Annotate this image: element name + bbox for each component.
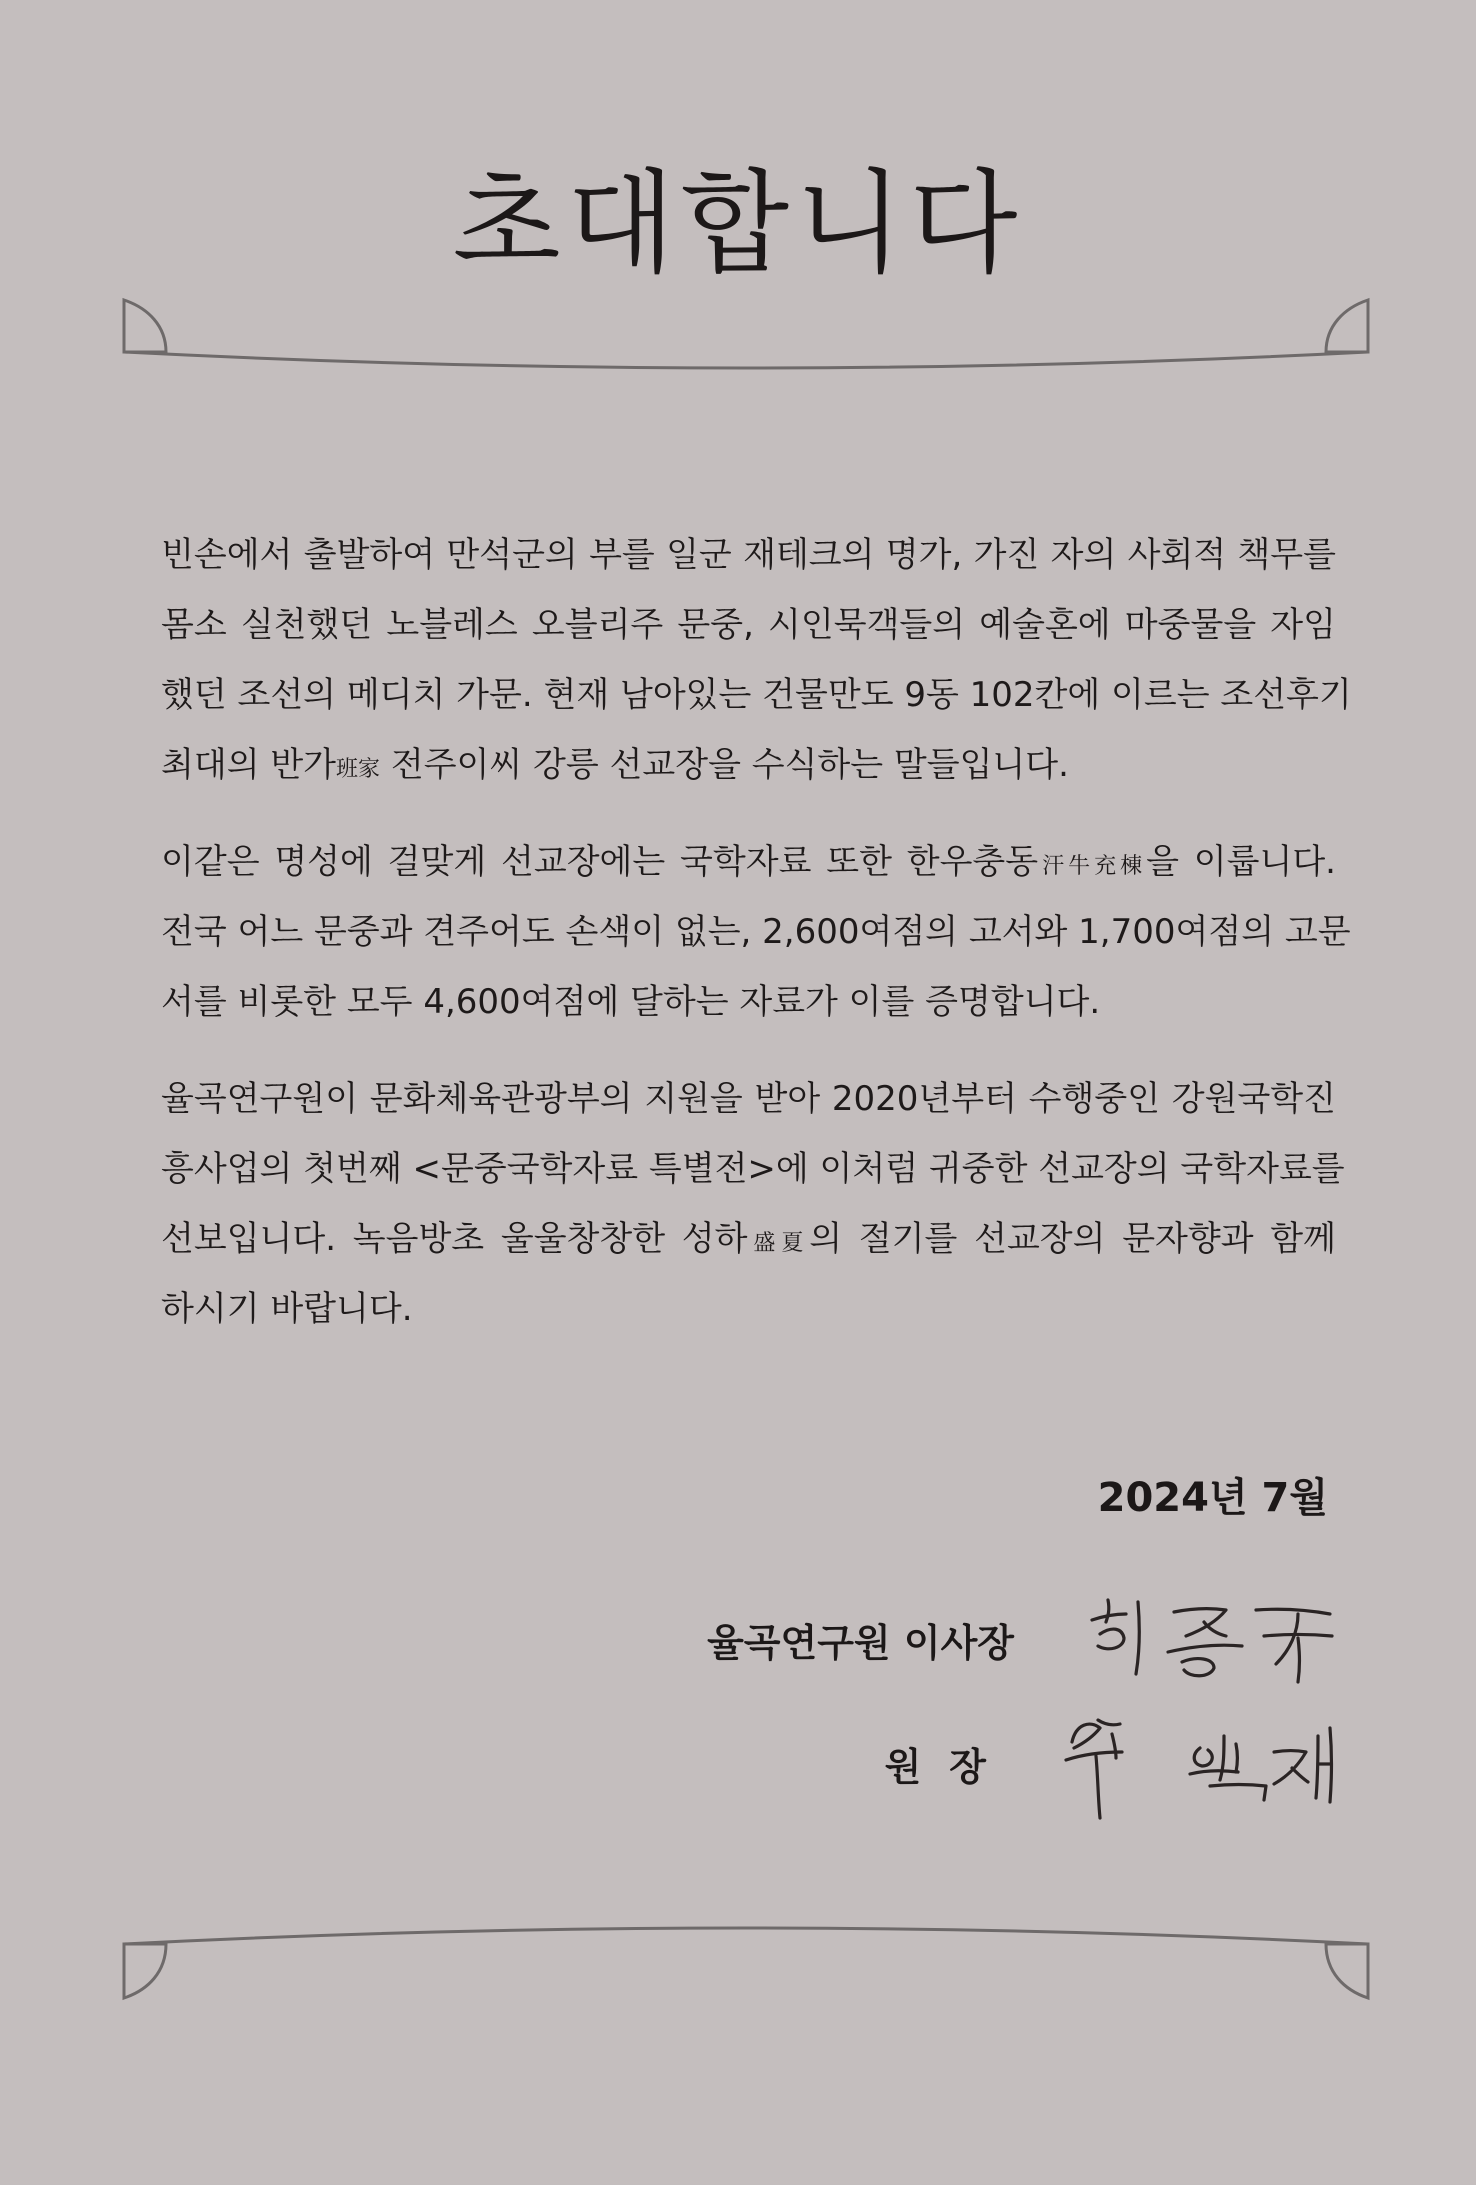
paragraph-2: [161, 827, 1351, 1037]
date-line: 2024년 7월: [1097, 1475, 1328, 1521]
text-segment: 하시기 바랍니다.: [161, 1289, 413, 1329]
paragraph-line: [161, 1064, 1336, 1134]
text-segment: 을 이룹니다.: [1146, 842, 1336, 882]
text-segment: 전국 어느 문중과 견주어도 손색이 없는, 2,600여점의 고서와 1,700여점의 고문: [161, 912, 1351, 952]
text-segment: 서를 비롯한 모두 4,600여점에 달하는 자료가 이를 증명합니다.: [161, 982, 1101, 1022]
hanja-annotation: 盛夏: [747, 1231, 810, 1256]
paragraph-3: [161, 1064, 1345, 1344]
paragraph-line: [161, 730, 1336, 800]
bottom-ornament-divider: [118, 1920, 1374, 2010]
text-segment: 했던 조선의 메디치 가문. 현재 남아있는 건물만도 9동 102칸에 이르는 조선후기: [161, 675, 1352, 715]
paragraph-line: [161, 520, 1336, 590]
invitation-title: 초대합니다: [452, 159, 1024, 289]
chairman-signature: [1086, 1592, 1336, 1684]
text-segment: 최대의 반가: [161, 745, 337, 785]
text-segment: 전주이씨 강릉 선교장을 수식하는 말들입니다.: [380, 745, 1069, 785]
chairman-title: 율곡연구원 이사장: [707, 1621, 1014, 1665]
hanja-annotation: 班家: [336, 757, 381, 782]
paragraph-line: [161, 827, 1336, 897]
director-title: 원장: [884, 1745, 1014, 1789]
paragraph-line: [161, 1274, 1336, 1344]
paragraph-line: [161, 1134, 1345, 1204]
paragraph-line: [161, 1204, 1336, 1274]
text-segment: 몸소 실천했던 노블레스 오블리주 문중, 시인묵객들의 예술혼에 마중물을 자임: [161, 605, 1336, 645]
text-segment: 빈손에서 출발하여 만석군의 부를 일군 재테크의 명가, 가진 자의 사회적 책무를: [161, 535, 1336, 575]
paragraph-line: [161, 967, 1336, 1037]
hanja-annotation: 汗牛充棟: [1038, 854, 1147, 879]
paragraph-line: [161, 590, 1336, 660]
text-segment: 율곡연구원이 문화체육관광부의 지원을 받아 2020년부터 수행중인 강원국학진: [161, 1079, 1336, 1119]
paragraph-line: [161, 897, 1351, 967]
text-segment: 선보입니다. 녹음방초 울울창창한 성하: [161, 1219, 748, 1259]
paragraph-1: [161, 520, 1352, 800]
paragraph-line: [161, 660, 1352, 730]
invitation-body: [161, 520, 1352, 1371]
text-segment: 흥사업의 첫번째 <문중국학자료 특별전>에 이처럼 귀중한 선교장의 국학자료를: [161, 1149, 1345, 1189]
director-signature: [1060, 1712, 1350, 1822]
top-ornament-divider: [118, 292, 1374, 382]
text-segment: 의 절기를 선교장의 문자향과 함께: [809, 1219, 1336, 1259]
text-segment: 이같은 명성에 걸맞게 선교장에는 국학자료 또한 한우충동: [161, 842, 1039, 882]
